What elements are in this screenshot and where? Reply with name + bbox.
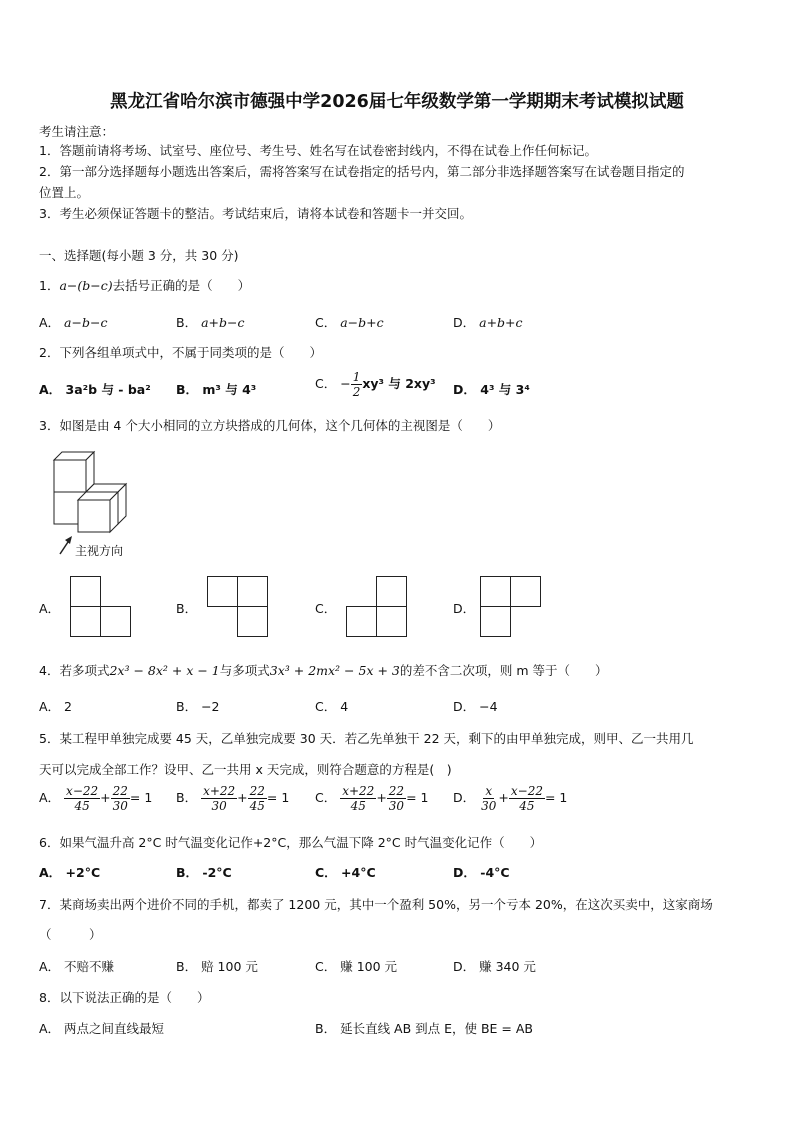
q5-option-c[interactable]: C． $\frac{x+22}{45}$ + $\frac{22}{30}$ = 1 — [315, 784, 429, 813]
q1-expression: a−(b−c) — [59, 278, 113, 293]
question-1 — [39, 276, 250, 294]
q5-option-d[interactable]: D． $\frac{x}{30}$ + $\frac{x-22}{45}$ = 1 — [453, 784, 568, 813]
note-1: 1．答题前请将考场、试室号、座位号、考生号、姓名写在试卷密封线内，不得在试卷上作任何标记。 — [39, 143, 597, 158]
q3-option-c-label[interactable]: C． — [315, 601, 337, 616]
q7-option-d[interactable]: D． 赚 340 元 — [453, 959, 536, 974]
question-7-line-1: 7．某商场卖出两个进价不同的手机，都卖了 1200 元，其中一个盈利 50%，另一个亏本 20%，在这次买卖中，这家商场 — [39, 897, 713, 912]
q5-option-a[interactable]: A． $\frac{x-22}{45}$ + $\frac{22}{30}$ = 1 — [39, 784, 153, 813]
q4-option-a[interactable]: A． 2 — [39, 699, 72, 714]
q4-option-b[interactable]: B． −2 — [176, 699, 220, 714]
q3-option-a-figure[interactable] — [70, 576, 132, 638]
question-4: 4．若多项式2x³ − 8x² + x − 1与多项式3x³ + 2mx² − 5x + 3的差不含二次项，则 m 等于（ ） — [39, 663, 608, 678]
q6-option-b[interactable]: B． -2°C — [176, 865, 232, 880]
q1-option-c[interactable]: C． a−b+c — [315, 315, 384, 330]
note-3: 3．考生必须保证答题卡的整洁。考试结束后，请将本试卷和答题卡一并交回。 — [39, 206, 472, 221]
q4-option-d[interactable]: D． −4 — [453, 699, 498, 714]
q7-option-c[interactable]: C． 赚 100 元 — [315, 959, 398, 974]
q4-poly-2: 3x³ + 2mx² − 5x + 3 — [269, 663, 400, 678]
q1-option-a[interactable]: A． a−b−c — [39, 315, 108, 330]
page-title: 黑龙江省哈尔滨市德强中学2026届七年级数学第一学期期末考试模拟试题 — [110, 92, 684, 112]
section-heading: 一、选择题(每小题 3 分，共 30 分) — [39, 248, 239, 263]
q6-option-d[interactable]: D． -4°C — [453, 865, 510, 880]
q8-option-a[interactable]: A． 两点之间直线最短 — [39, 1021, 165, 1036]
q2-option-c[interactable]: C． − $\frac{1}{2}$ xy³ 与 2xy³ — [315, 370, 436, 399]
question-5-line-2: 天可以完成全部工作？设甲、乙一共用 x 天完成，则符合题意的方程是( ) — [39, 762, 452, 777]
q4-poly-1: 2x³ − 8x² + x − 1 — [109, 663, 220, 678]
q1-number: 1． — [39, 278, 60, 293]
q7-option-b[interactable]: B． 赔 100 元 — [176, 959, 258, 974]
q6-option-a[interactable]: A． +2°C — [39, 865, 101, 880]
q7-option-a[interactable]: A． 不赔不赚 — [39, 959, 115, 974]
q3-option-a-label[interactable]: A． — [39, 601, 61, 616]
question-5-line-1: 5．某工程甲单独完成要 45 天，乙单独完成要 30 天．若乙先单独干 22 天，剩下的由甲单独完成，则甲、乙一共用几 — [39, 731, 694, 746]
q3-option-c-figure[interactable] — [346, 576, 408, 638]
q1-text: 去括号正确的是（ ） — [112, 278, 251, 293]
note-2b: 位置上。 — [39, 185, 90, 200]
question-8: 8．以下说法正确的是（ ） — [39, 990, 210, 1005]
q3-option-d-figure[interactable] — [480, 576, 542, 638]
q5-option-b[interactable]: B． $\frac{x+22}{30}$ + $\frac{22}{45}$ = 1 — [176, 784, 290, 813]
q3-option-b-label[interactable]: B． — [176, 601, 198, 616]
q4-option-c[interactable]: C． 4 — [315, 699, 349, 714]
q1-option-b[interactable]: B． a+b−c — [176, 315, 245, 330]
q1-option-d[interactable]: D． a+b+c — [453, 315, 523, 330]
note-2a: 2．第一部分选择题每小题选出答案后，需将答案写在试卷指定的括号内，第二部分非选择题答案写在试卷题目指定的 — [39, 164, 685, 179]
question-2: 2．下列各组单项式中，不属于同类项的是（ ） — [39, 345, 322, 360]
question-3: 3．如图是由 4 个大小相同的立方块搭成的几何体，这个几何体的主视图是（ ） — [39, 418, 501, 433]
q8-option-b[interactable]: B． 延长直线 AB 到点 E，使 BE = AB — [315, 1021, 534, 1036]
question-6: 6．如果气温升高 2°C 时气温变化记作+2°C，那么气温下降 2°C 时气温变化记作（ ） — [39, 835, 543, 850]
q2-option-a[interactable]: A． 3a²b 与 - ba² — [39, 382, 151, 397]
notes-heading: 考生请注意： — [39, 124, 115, 139]
q6-option-c[interactable]: C． +4°C — [315, 865, 376, 880]
q2-option-d[interactable]: D． 4³ 与 3⁴ — [453, 382, 530, 397]
direction-label: 主视方向 — [75, 544, 124, 558]
q2-option-b[interactable]: B． m³ 与 4³ — [176, 382, 257, 397]
q3-option-b-figure[interactable] — [207, 576, 269, 638]
q3-option-d-label[interactable]: D． — [453, 601, 476, 616]
question-7-line-2: （ ） — [39, 927, 102, 942]
